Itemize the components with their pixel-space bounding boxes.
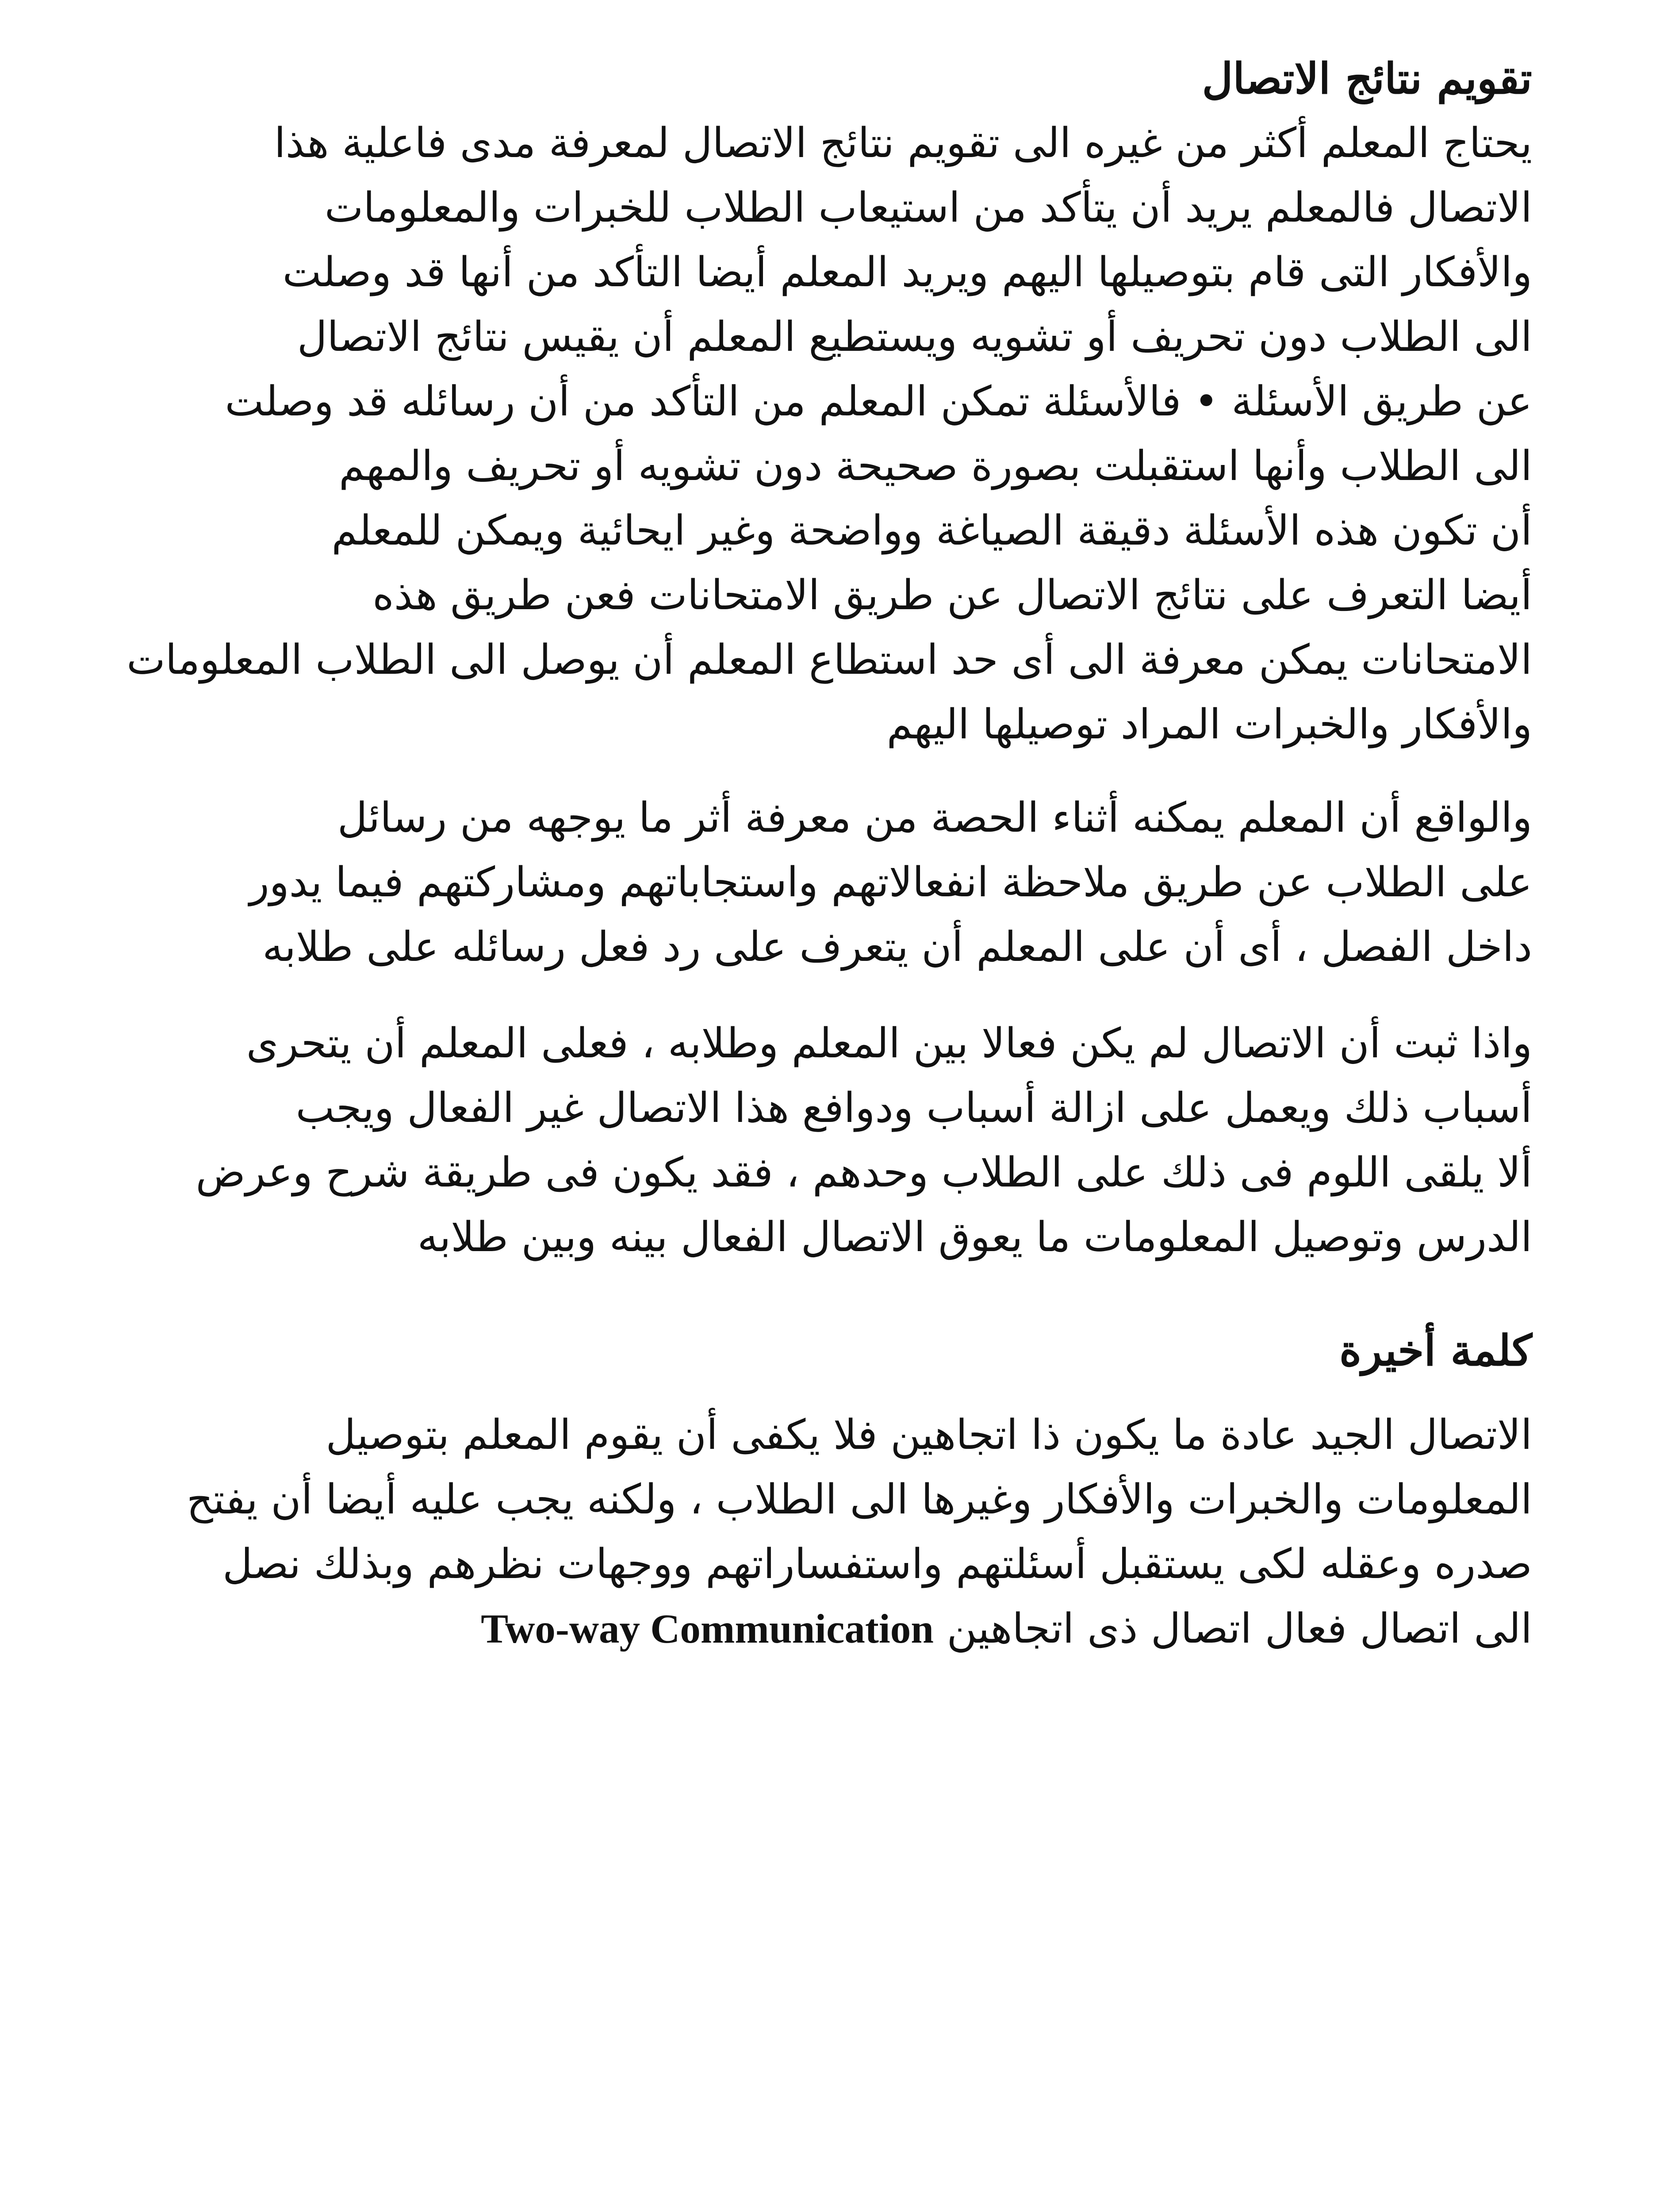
- text-line: يحتاج المعلم أكثر من غيره الى تقويم نتائج الاتصال لمعرفة مدى فاعلية هذا: [274, 119, 1532, 167]
- text-line: واذا ثبت أن الاتصال لم يكن فعالا بين المعلم وطلابه ، فعلى المعلم أن يتحرى: [246, 1019, 1532, 1067]
- text-line: الى الطلاب دون تحريف أو تشويه ويستطيع المعلم أن يقيس نتائج الاتصال: [297, 313, 1532, 361]
- text-line: الاتصال فالمعلم يريد أن يتأكد من استيعاب الطلاب للخبرات والمعلومات: [324, 184, 1532, 231]
- text-line: والواقع أن المعلم يمكنه أثناء الحصة من معرفة أثر ما يوجهه من رسائل: [337, 794, 1532, 841]
- text-line: الاتصال الجيد عادة ما يكون ذا اتجاهين فلا يكفى أن يقوم المعلم بتوصيل: [326, 1411, 1532, 1459]
- last-line-arabic: الى اتصال فعال اتصال ذى اتجاهين: [947, 1605, 1532, 1652]
- paragraph-evaluation-intro: [121, 111, 1532, 757]
- section-heading-evaluation: تقويم نتائج الاتصال: [1202, 54, 1532, 104]
- section-heading-final-word: كلمة أخيرة: [1339, 1325, 1532, 1375]
- text-line: عن طريق الأسئلة • فالأسئلة تمكن المعلم من التأكد من أن رسائله قد وصلت: [225, 377, 1532, 425]
- two-way-communication-term: Two-way Communication: [481, 1606, 934, 1652]
- text-line: والأفكار والخبرات المراد توصيلها اليهم: [886, 700, 1532, 748]
- text-line: الى الطلاب وأنها استقبلت بصورة صحيحة دون تشويه أو تحريف والمهم: [339, 442, 1532, 490]
- text-line: صدره وعقله لكى يستقبل أسئلتهم واستفساراتهم ووجهات نظرهم وبذلك نصل: [222, 1540, 1532, 1588]
- paragraph-classroom-observation: [121, 785, 1532, 979]
- text-line: المعلومات والخبرات والأفكار وغيرها الى الطلاب ، ولكنه يجب عليه أيضا أن يفتح: [186, 1475, 1532, 1523]
- text-line-last: [121, 1596, 1532, 1661]
- text-line: أيضا التعرف على نتائج الاتصال عن طريق الامتحانات فعن طريق هذه: [372, 571, 1532, 619]
- text-line: الامتحانات يمكن معرفة الى أى حد استطاع المعلم أن يوصل الى الطلاب المعلومات: [126, 636, 1532, 684]
- text-line: ألا يلقى اللوم فى ذلك على الطلاب وحدهم ، فقد يكون فى طريقة شرح وعرض: [196, 1148, 1532, 1196]
- text-line: على الطلاب عن طريق ملاحظة انفعالاتهم واستجاباتهم ومشاركتهم فيما يدور: [249, 858, 1532, 906]
- text-line: والأفكار التى قام بتوصيلها اليهم ويريد المعلم أيضا التأكد من أنها قد وصلت: [282, 248, 1532, 296]
- text-line: أن تكون هذه الأسئلة دقيقة الصياغة وواضحة وغير ايحائية ويمكن للمعلم: [331, 507, 1532, 554]
- paragraph-final-word: [121, 1402, 1532, 1661]
- text-line: داخل الفصل ، أى أن على المعلم أن يتعرف على رد فعل رسائله على طلابه: [262, 923, 1532, 971]
- paragraph-ineffective-communication: [121, 1011, 1532, 1269]
- text-line: أسباب ذلك ويعمل على ازالة أسباب ودوافع هذا الاتصال غير الفعال ويجب: [295, 1084, 1532, 1132]
- text-line: الدرس وتوصيل المعلومات ما يعوق الاتصال الفعال بينه وبين طلابه: [417, 1213, 1532, 1261]
